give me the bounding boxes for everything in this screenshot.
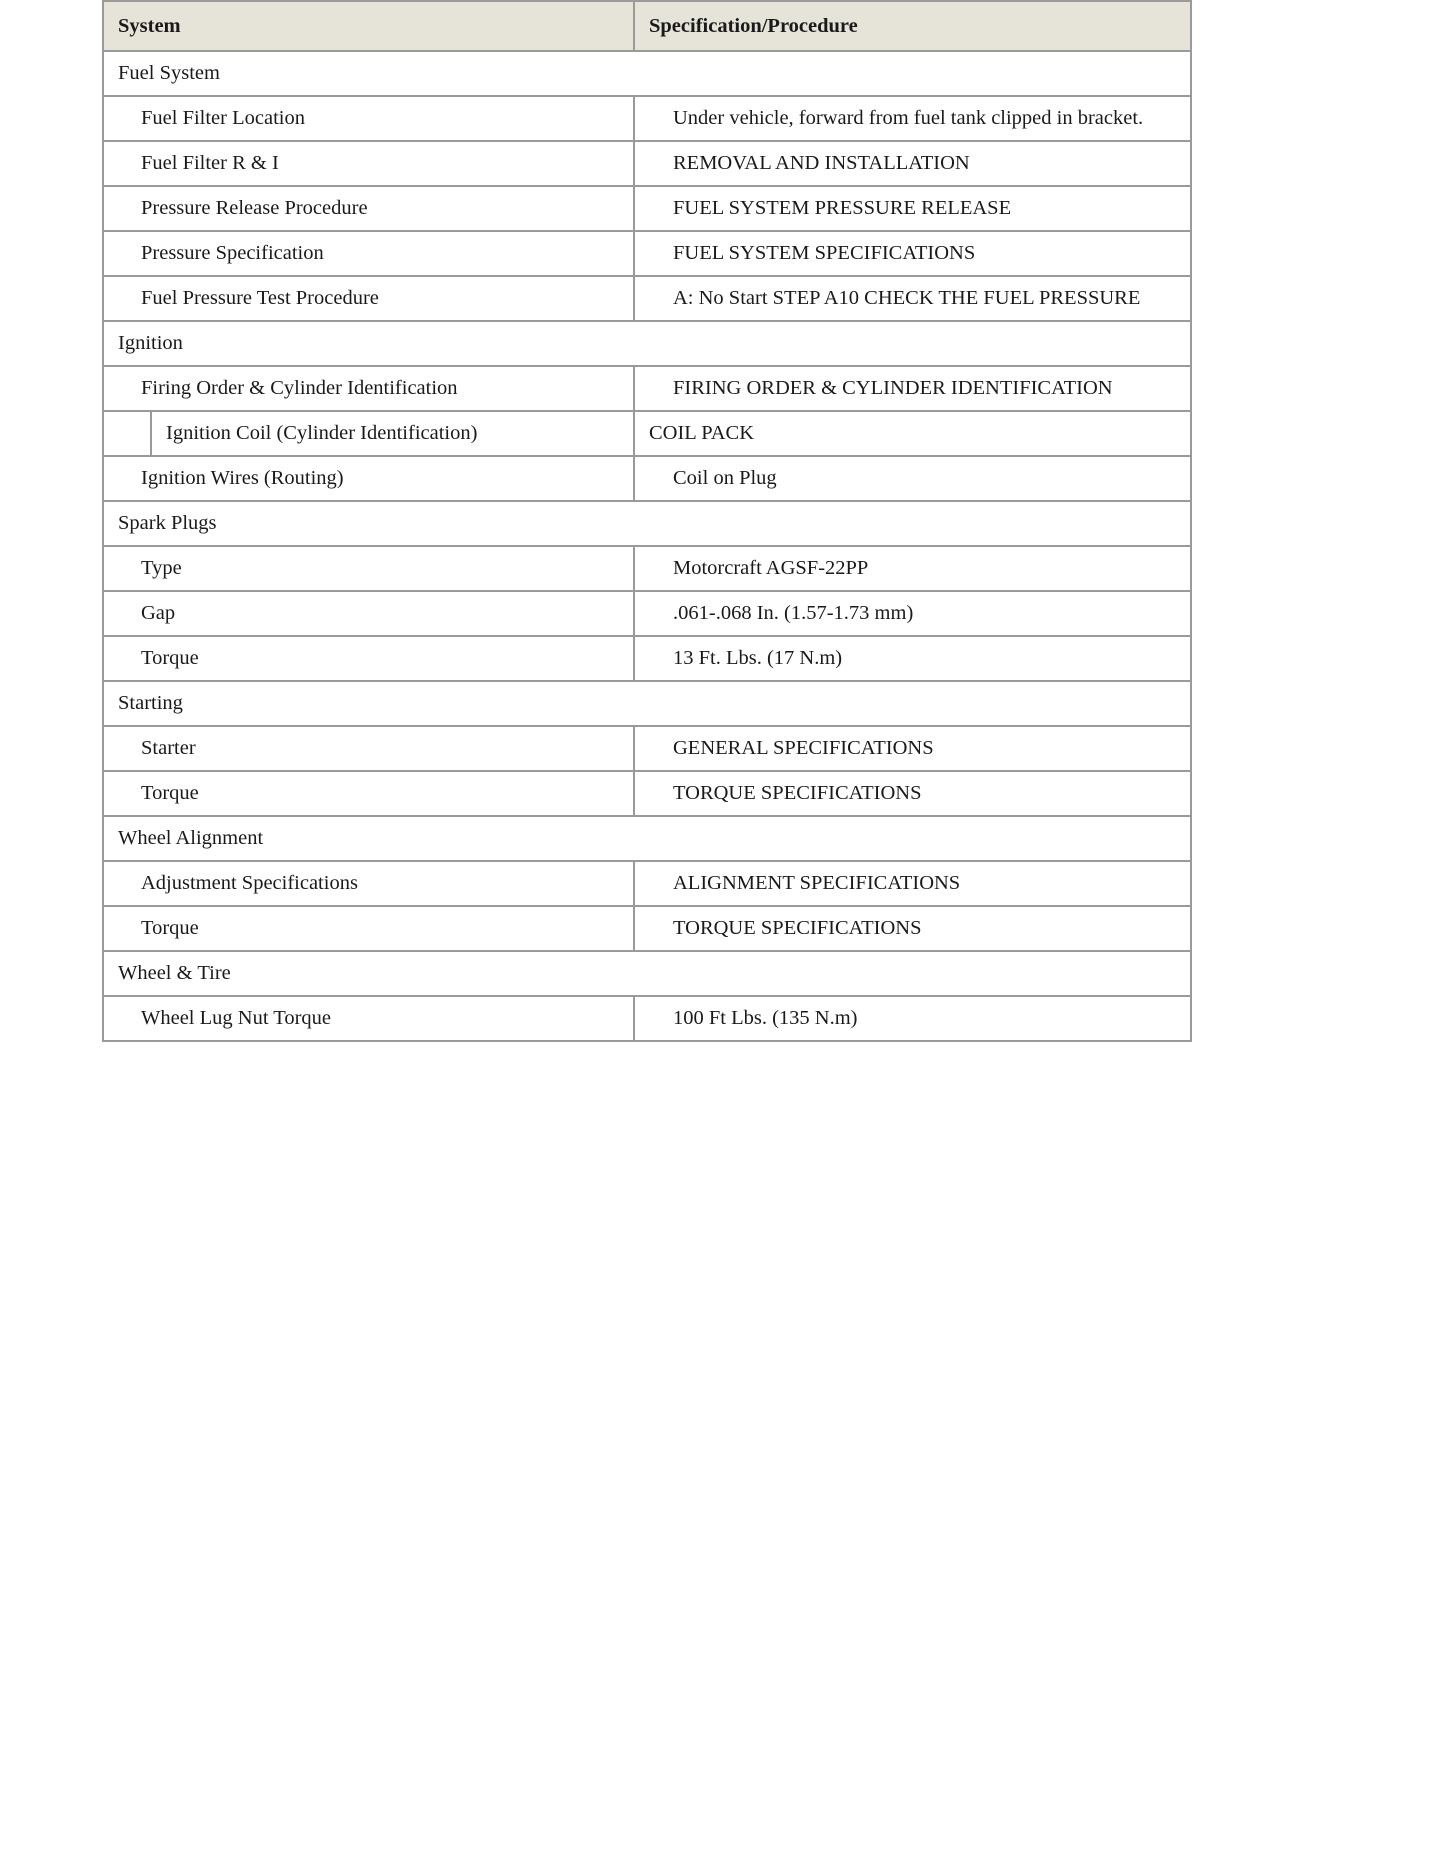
row-label: Type — [103, 546, 634, 591]
table-row — [103, 906, 1191, 951]
row-value-link[interactable]: FIRING ORDER & CYLINDER IDENTIFICATION — [634, 366, 1191, 411]
row-value-link[interactable]: REMOVAL AND INSTALLATION — [634, 141, 1191, 186]
group-row-ignition — [103, 321, 1191, 366]
table-row — [103, 96, 1191, 141]
table-row — [103, 636, 1191, 681]
table-row — [103, 456, 1191, 501]
row-label: Pressure Specification — [103, 231, 634, 276]
group-title: Fuel System — [103, 51, 1191, 96]
row-label: Ignition Wires (Routing) — [103, 456, 634, 501]
table-row — [103, 861, 1191, 906]
spec-table — [102, 0, 1192, 1042]
row-label: Fuel Filter R & I — [103, 141, 634, 186]
group-title: Starting — [103, 681, 1191, 726]
row-value: .061-.068 In. (1.57-1.73 mm) — [634, 591, 1191, 636]
header-spec: Specification/Procedure — [634, 1, 1191, 51]
table-body — [103, 51, 1191, 1041]
row-value-link[interactable]: ALIGNMENT SPECIFICATIONS — [634, 861, 1191, 906]
row-value: 13 Ft. Lbs. (17 N.m) — [634, 636, 1191, 681]
table-row — [103, 231, 1191, 276]
table-row — [103, 276, 1191, 321]
row-label: Fuel Pressure Test Procedure — [103, 276, 634, 321]
table-row — [103, 996, 1191, 1041]
header-row — [103, 1, 1191, 51]
row-label: Gap — [103, 591, 634, 636]
table-header — [103, 1, 1191, 51]
group-row-spark-plugs — [103, 501, 1191, 546]
group-row-wheel-and-tire — [103, 951, 1191, 996]
row-value-link[interactable]: COIL PACK — [634, 411, 1191, 456]
table-row — [103, 771, 1191, 816]
table-row — [103, 366, 1191, 411]
header-system: System — [103, 1, 634, 51]
row-value-link[interactable]: GENERAL SPECIFICATIONS — [634, 726, 1191, 771]
nested-spacer — [104, 412, 152, 455]
row-value: Motorcraft AGSF-22PP — [634, 546, 1191, 591]
row-value-link[interactable]: TORQUE SPECIFICATIONS — [634, 771, 1191, 816]
row-label: Ignition Coil (Cylinder Identification) — [166, 422, 478, 444]
row-label: Torque — [103, 636, 634, 681]
row-value: Coil on Plug — [634, 456, 1191, 501]
row-label: Starter — [103, 726, 634, 771]
row-label-nested — [103, 411, 634, 456]
table-row — [103, 591, 1191, 636]
group-title: Spark Plugs — [103, 501, 1191, 546]
group-row-wheel-alignment — [103, 816, 1191, 861]
table-row — [103, 141, 1191, 186]
row-value: 100 Ft Lbs. (135 N.m) — [634, 996, 1191, 1041]
nested-wrap — [104, 412, 633, 455]
row-value-link[interactable]: TORQUE SPECIFICATIONS — [634, 906, 1191, 951]
row-value: Under vehicle, forward from fuel tank clipped in bracket. — [634, 96, 1191, 141]
row-label: Adjustment Specifications — [103, 861, 634, 906]
row-label: Wheel Lug Nut Torque — [103, 996, 634, 1041]
table-row — [103, 186, 1191, 231]
row-label: Torque — [103, 771, 634, 816]
row-value-link[interactable]: A: No Start STEP A10 CHECK THE FUEL PRESSURE — [634, 276, 1191, 321]
group-row-starting — [103, 681, 1191, 726]
group-row-fuel-system — [103, 51, 1191, 96]
group-title: Wheel & Tire — [103, 951, 1191, 996]
table-row — [103, 411, 1191, 456]
table-row — [103, 726, 1191, 771]
row-label: Pressure Release Procedure — [103, 186, 634, 231]
group-title: Wheel Alignment — [103, 816, 1191, 861]
row-value-link[interactable]: FUEL SYSTEM PRESSURE RELEASE — [634, 186, 1191, 231]
row-value-link[interactable]: FUEL SYSTEM SPECIFICATIONS — [634, 231, 1191, 276]
group-title: Ignition — [103, 321, 1191, 366]
table-row — [103, 546, 1191, 591]
row-label: Torque — [103, 906, 634, 951]
row-label: Fuel Filter Location — [103, 96, 634, 141]
row-label: Firing Order & Cylinder Identification — [103, 366, 634, 411]
